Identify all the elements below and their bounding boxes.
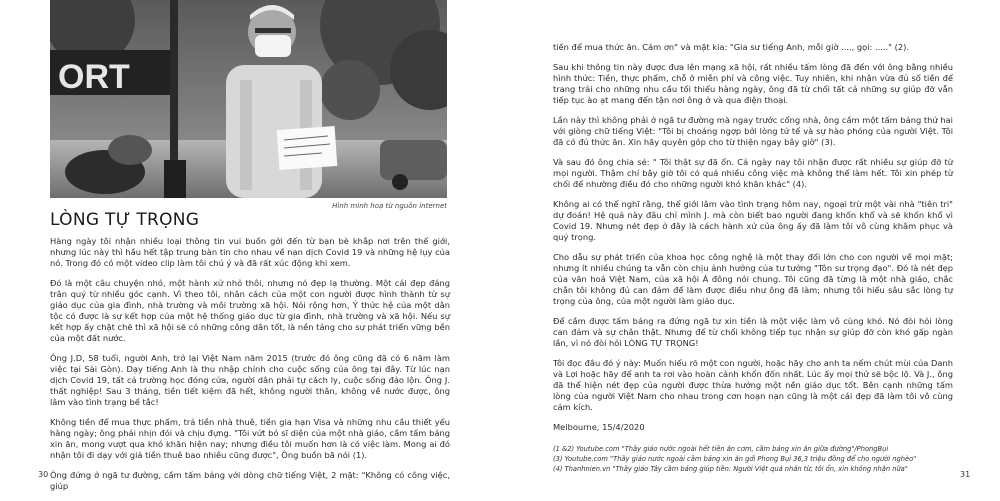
- footnote: (1 &2) Youtube.com "Thầy giáo nước ngoài hết tiền ăn cơm, cầm bảng xin ăn giữa đường"/PhongBụi: [553, 445, 889, 453]
- article-title: LÒNG TỰ TRỌNG: [50, 210, 200, 230]
- paragraph: Không ai có thể nghĩ rằng, thế giới lâm vào tình trạng hôm nay, ngoại trừ một vài nhà "tiên tri" dự đoán! Hệ quả này đâu chỉ mình J. mà còn biết bao người đang khốn khổ và sẽ khốn khổ vì Covid 19. Nhưng nét đẹp ở đây là cách hành xử của ông ấy đã làm tôi vô cùng khâm phục và quý trọng.: [553, 199, 953, 242]
- page-number-right: 31: [960, 470, 971, 479]
- date-location: Melbourne, 15/4/2020: [553, 422, 645, 432]
- paragraph: Không tiền để mua thực phẩm, trả tiền nhà thuê, tiền gia hạn Visa và những nhu cầu thiết yếu hàng ngày; ông phải nhịn đói và chịu đựng. "Tôi vứt bỏ sĩ diện của một nhà giáo, cầm tấm bảng xin ăn, mong vượt qua khó khăn hiện nay; nhưng điều tôi muốn hơn là có việc làm. Mong ai đó nhận tôi đi dạy với giá tiền thuê bao nhiêu cũng được", Ông buồn bã nói (1).: [50, 417, 450, 460]
- paragraph: Ông đứng ở ngã tư đường, cầm tấm bảng với dòng chữ tiếng Việt, 2 mặt: "Không có công việc, giúp: [50, 470, 450, 491]
- paragraph: Và sau đó ông chia sẻ: " Tôi thật sự đã ổn. Cả ngày nay tôi nhận được rất nhiều sự giúp đỡ từ mọi người. Thậm chí bây giờ tôi có quá nhiều công việc mà không thể làm hết. Tôi xin phép từ chối để nhường điều đó cho những người khó khăn khác" (4).: [553, 157, 953, 189]
- paragraph: tiền để mua thức ăn. Cám ơn" và mặt kia: "Gia sư tiếng Anh, mỗi giờ ...., gọi: ....." (2).: [553, 42, 910, 52]
- page-number-left: 30: [38, 470, 49, 479]
- footnote: (4) Thanhnien.vn "Thầy giáo Tây cầm bảng giúp tiền: Người Việt quá nhân từ; tôi ổn, xin không nhận nữa": [553, 465, 908, 473]
- right-body-text: [553, 42, 953, 442]
- photo-caption: Hình minh hoạ từ nguồn internet: [332, 202, 447, 210]
- footnote: (3) Youtube.com "Thầy giáo nước ngoài cầm bảng xin ăn gởi Phong Bụi 36,3 triệu đồng để cho người nghèo": [553, 455, 917, 463]
- paragraph: Cho dẫu sự phát triển của khoa học công nghệ là một thay đổi lớn cho con người về mọi mặt; nhưng ít nhiều chúng ta vẫn còn chịu ảnh hưởng của tư tưởng "Tôn sư trọng đạo". Đó là nét đẹp của văn hoá Việt Nam, của xã hội Á đông nói chung. Tôi cũng đã từng là một nhà giáo, chắc chắn tôi không đủ can đảm để làm được điều như ông đã làm; nhưng tôi hiểu sâu sắc lòng tự trọng của ông, của một người làm giáo dục.: [553, 252, 953, 306]
- footnotes: [553, 444, 953, 474]
- paragraph: Lần này thì không phải ở ngã tư đường mà ngay trước cổng nhà, ông cầm một tấm bảng thứ hai với giòng chữ tiếng Việt: "Tôi bị choáng ngợp bởi lòng tử tế và sự hào phóng của người Việt. Tôi đã có đủ thức ăn. Xin hãy quyên góp cho từ thiện ngay bây giờ" (3).: [553, 115, 953, 147]
- paragraph: Ông J.D, 58 tuổi, người Anh, trở lại Việt Nam năm 2015 (trước đó ông cũng đã có 6 năm làm việc tại Sài Gòn). Dạy tiếng Anh là thu nhập chính cho cuộc sống của ông tại đây. Từ lúc nạn dịch Covid 19, tất cả trường học đóng cửa, người dân phải tự cách ly, cuộc sống đảo lộn. Ông J. thất nghiệp! Sau 3 tháng, tiền tiết kiệm đã hết, không người thân, không về nước được, ông lâm vào tình trạng bế tắc!: [50, 353, 450, 407]
- left-page: [0, 0, 500, 500]
- paragraph: Đó là một câu chuyện nhỏ, một hành xử nhỏ thôi, nhưng nó đẹp lạ thường. Một cái đẹp đáng trân quý từ nhiều góc cạnh. Vì theo tôi, nhân cách của một con người được hình thành từ sự giáo dục của gia đình, nhà trường và môi trường xã hội. Nói rộng hơn, Ý thức hệ của một dân tộc có được là sự kết hợp của một hệ thống giáo dục từ gia đình, nhà trường và xã hội. Nếu sự kết hợp ấy chặt chẽ thì xã hội sẽ có những công dân tốt, là nền tảng cho sự phát triển vững bền của một đất nước.: [50, 278, 450, 343]
- paragraph: Hàng ngày tôi nhận nhiều loại thông tin vui buồn gởi đến từ bạn bè khắp nơi trên thế giới, nhưng lúc này thì hầu hết tập trung bàn tin cho nhau về nạn dịch Covid 19 và những hệ lụy của nó. Trong đó có một video clip làm tôi chú ý và đã rất xúc động khi xem.: [50, 236, 450, 268]
- left-body-text: [50, 236, 450, 501]
- paragraph: Sau khi thông tin này được đưa lên mạng xã hội, rất nhiều tấm lòng đã đến với ông bằng nhiều hình thức: Tiền, thực phẩm, chỗ ở miễn phí và công việc. Tuy nhiên, khi nhận vừa đủ số tiền để trang trải cho những nhu cầu tối thiểu hàng ngày, ông đã từ chối tất cả những sự giúp đỡ vẫn tiếp tục ào ạt mang đến tận nơi ông ở và qua điện thoại.: [553, 62, 953, 105]
- photo-sign-text: ORT: [58, 58, 130, 96]
- paragraph: Tôi đọc đâu đó ý này: Muốn hiểu rõ một con người, hoặc hãy cho anh ta nếm chút mùi của Danh và Lợi hoặc hãy để anh ta rơi vào hoàn cảnh khốn đốn nhất. Lúc ấy mọi thứ sẽ bộc lộ. Và J., ông đã thể hiện nét đẹp của người được thừa hưởng một nền giáo dục tốt. Bên cạnh những tấm lòng của người Việt Nam cho nhau trong cơn hoạn nạn cũng là một cái đẹp đã làm tôi vô cùng cảm kích.: [553, 358, 953, 412]
- illustration-photo: [50, 0, 447, 198]
- paragraph: Để cầm được tấm bảng ra đứng ngã tư xin tiền là một việc làm vô cùng khó. Nó đòi hỏi lòng can đảm và sự chân thật. Nhưng để từ chối không tiếp tục nhận sự giúp đỡ còn khó gấp ngàn lần, vì nó đòi hỏi LÒNG TỰ TRỌNG!: [553, 316, 953, 348]
